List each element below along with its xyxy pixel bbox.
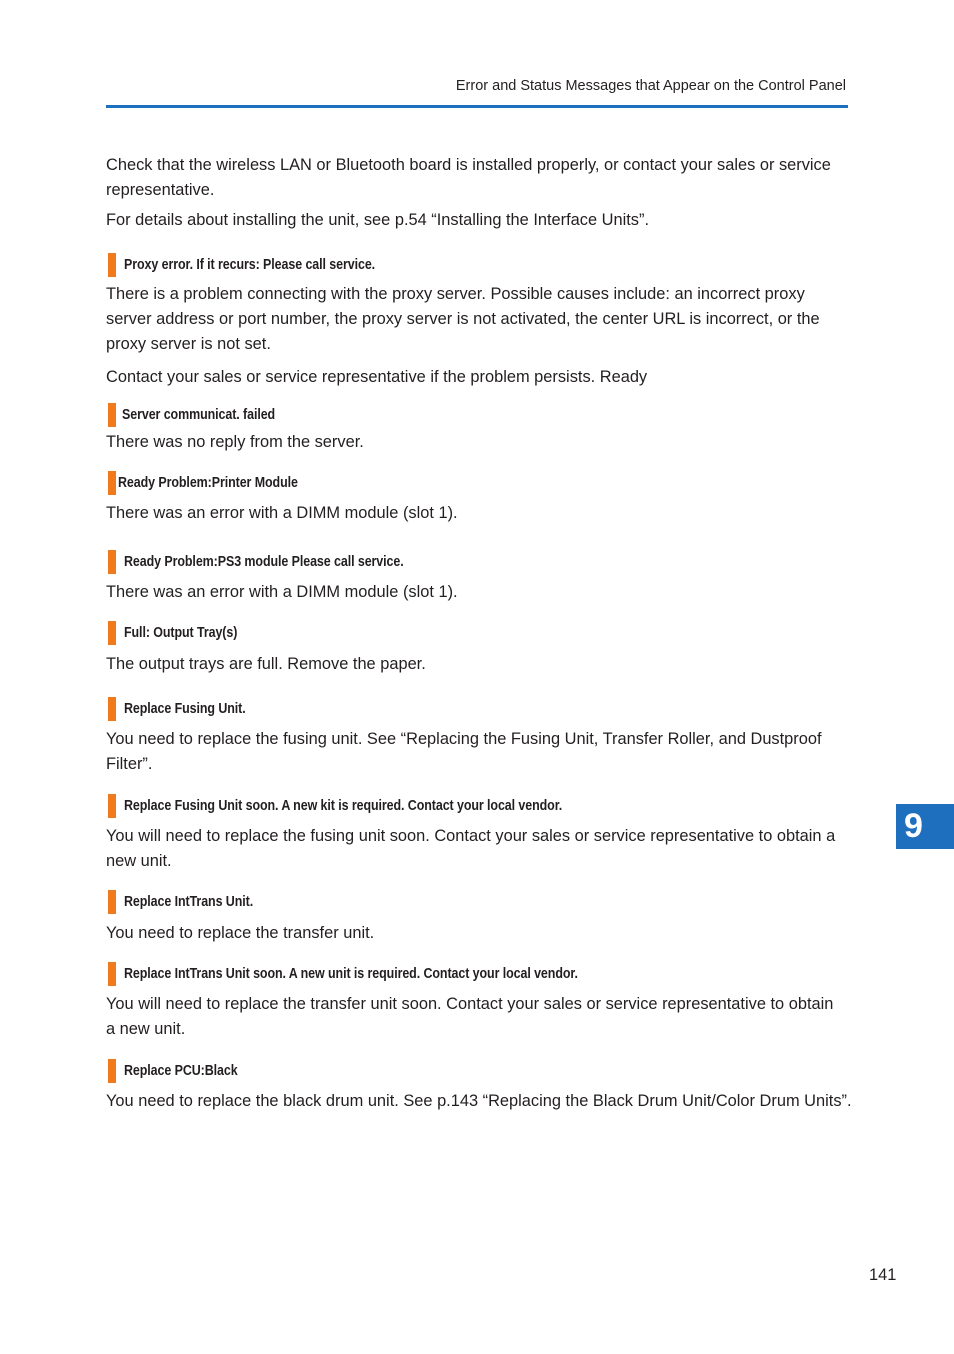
section-heading-text: Server communicat. failed <box>122 407 276 423</box>
intro-paragraph: Check that the wireless LAN or Bluetooth board is installed properly, or contact your sales or service representative. <box>106 156 831 199</box>
heading-marker <box>108 794 116 818</box>
section-paragraph: Contact your sales or service representative if the problem persists. Ready <box>106 368 648 386</box>
section-heading <box>108 621 256 645</box>
header-rule <box>106 105 848 108</box>
section-paragraph: You need to replace the black drum unit. See p.143 “Replacing the Black Drum Unit/Color Drum Units”. <box>106 1092 852 1110</box>
heading-marker <box>108 962 116 986</box>
heading-marker <box>108 550 116 574</box>
section-heading-text: Proxy error. If it recurs: Please call service. <box>124 257 376 273</box>
section-heading-text: Ready Problem:PS3 module Please call service. <box>124 554 404 570</box>
section-heading <box>108 962 652 986</box>
section-paragraph: You will need to replace the fusing unit soon. Contact your sales or service representative to obtain a new unit. <box>106 827 836 870</box>
section-heading-text: Replace Fusing Unit. <box>124 701 246 717</box>
page-header-title: Error and Status Messages that Appear on the Control Panel <box>455 78 846 94</box>
section-heading-text: Replace PCU:Black <box>124 1063 238 1079</box>
section-heading-text: Replace IntTrans Unit. <box>124 894 254 910</box>
section-paragraph: There is a problem connecting with the proxy server. Possible causes include: an incorrect proxy server address or port number, the proxy server is not activated, the center URL is incorrect, or the proxy server is not set. <box>106 285 820 353</box>
section-paragraph: You need to replace the transfer unit. <box>106 924 375 942</box>
heading-marker <box>108 403 116 427</box>
heading-marker <box>108 471 116 495</box>
heading-marker <box>108 253 116 277</box>
section-paragraph: You will need to replace the transfer unit soon. Contact your sales or service representative to obtain a new unit. <box>106 995 834 1038</box>
section-heading <box>108 794 634 818</box>
section-heading-text: Full: Output Tray(s) <box>124 625 238 641</box>
section-heading <box>108 1059 256 1083</box>
section-paragraph: There was no reply from the server. <box>106 433 364 451</box>
section-paragraph: You need to replace the fusing unit. See “Replacing the Fusing Unit, Transfer Roller, and Dustproof Filter”. <box>106 730 822 773</box>
section-paragraph: There was an error with a DIMM module (slot 1). <box>106 504 458 522</box>
heading-marker <box>108 697 116 721</box>
section-heading-text: Replace IntTrans Unit soon. A new unit is required. Contact your local vendor. <box>124 966 578 982</box>
section-heading-text: Replace Fusing Unit soon. A new kit is required. Contact your local vendor. <box>124 798 563 814</box>
section-heading <box>108 253 416 277</box>
section-heading-text: Ready Problem:Printer Module <box>118 475 298 491</box>
section-heading <box>108 471 327 495</box>
intro-paragraph: For details about installing the unit, see p.54 “Installing the Interface Units”. <box>106 211 650 229</box>
section-heading <box>108 550 449 574</box>
heading-marker <box>108 621 116 645</box>
chapter-tab: 9 <box>896 804 954 849</box>
section-heading <box>108 403 300 427</box>
heading-marker <box>108 890 116 914</box>
section-heading <box>108 697 265 721</box>
section-heading <box>108 890 274 914</box>
section-paragraph: The output trays are full. Remove the paper. <box>106 655 426 673</box>
heading-marker <box>108 1059 116 1083</box>
section-paragraph: There was an error with a DIMM module (slot 1). <box>106 583 458 601</box>
page-number: 141 <box>869 1266 897 1284</box>
